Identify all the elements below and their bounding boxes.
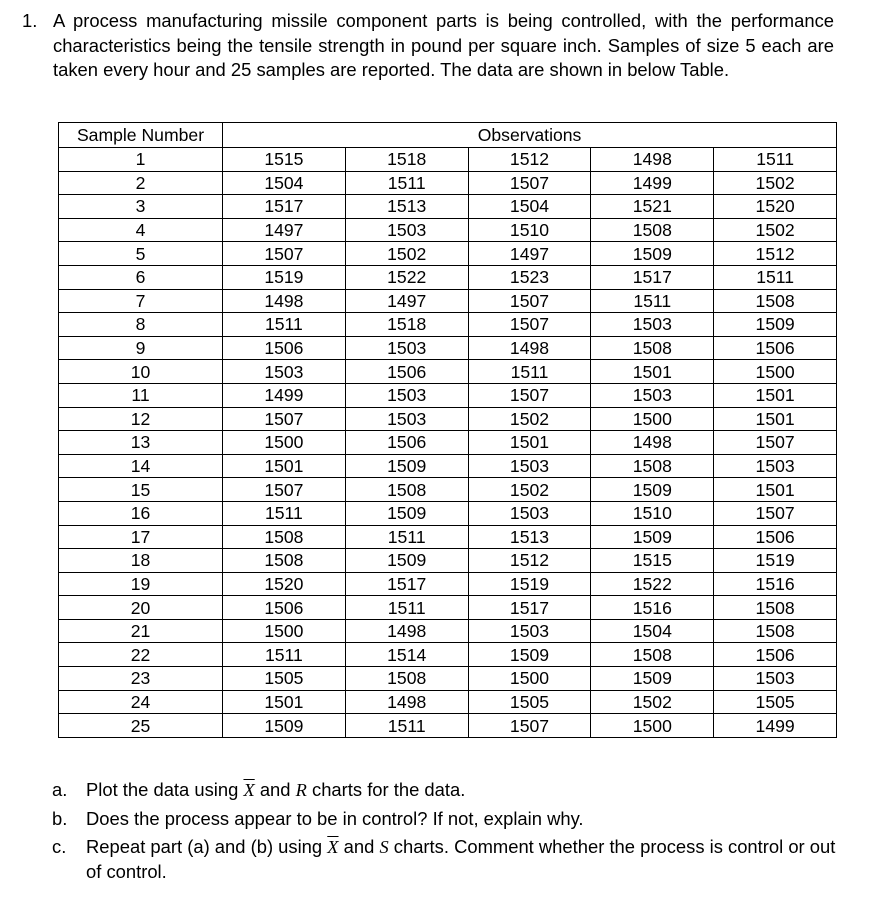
- observation-cell: 1511: [591, 289, 714, 313]
- observation-cell: 1517: [468, 596, 591, 620]
- observation-cell: 1511: [223, 643, 346, 667]
- observation-cell: 1498: [591, 431, 714, 455]
- observation-cell: 1504: [468, 195, 591, 219]
- table-row: [59, 690, 837, 714]
- question-c: [52, 835, 842, 884]
- sample-number-cell: 21: [59, 619, 223, 643]
- question-c-text-start: Repeat part (a) and (b) using: [86, 836, 323, 857]
- observation-cell: 1511: [345, 714, 468, 738]
- observation-cell: 1507: [468, 171, 591, 195]
- observation-cell: 1508: [714, 596, 837, 620]
- question-a: [52, 778, 842, 803]
- observation-cell: 1522: [345, 265, 468, 289]
- table-body: [59, 148, 837, 738]
- sample-number-cell: 18: [59, 549, 223, 573]
- observation-cell: 1503: [345, 336, 468, 360]
- observation-cell: 1523: [468, 265, 591, 289]
- observation-cell: 1506: [714, 643, 837, 667]
- observation-cell: 1508: [223, 549, 346, 573]
- sample-number-cell: 4: [59, 218, 223, 242]
- observation-cell: 1519: [468, 572, 591, 596]
- sample-number-cell: 19: [59, 572, 223, 596]
- observation-cell: 1498: [345, 690, 468, 714]
- observation-cell: 1511: [345, 171, 468, 195]
- observation-cell: 1509: [223, 714, 346, 738]
- question-b-label: b.: [52, 807, 68, 829]
- observation-cell: 1502: [714, 218, 837, 242]
- observation-cell: 1517: [223, 195, 346, 219]
- observation-cell: 1508: [591, 336, 714, 360]
- observation-cell: 1505: [468, 690, 591, 714]
- x-bar-symbol: $\overline{X}$: [327, 837, 339, 857]
- header-observations: Observations: [223, 123, 837, 148]
- sample-number-cell: 8: [59, 313, 223, 337]
- observation-cell: 1509: [468, 643, 591, 667]
- observation-cell: 1511: [223, 501, 346, 525]
- observation-cell: 1504: [223, 171, 346, 195]
- table-row: [59, 454, 837, 478]
- question-b-text: Does the process appear to be in control? If not, explain why.: [86, 807, 584, 829]
- observation-cell: 1513: [468, 525, 591, 549]
- observation-cell: 1509: [591, 242, 714, 266]
- table-row: [59, 218, 837, 242]
- observation-cell: 1520: [223, 572, 346, 596]
- table-row: [59, 643, 837, 667]
- observation-cell: 1507: [468, 383, 591, 407]
- observation-cell: 1500: [223, 431, 346, 455]
- table-row: [59, 148, 837, 172]
- table-row: [59, 596, 837, 620]
- observation-cell: 1511: [468, 360, 591, 384]
- observation-cell: 1506: [223, 336, 346, 360]
- observation-cell: 1502: [345, 242, 468, 266]
- observation-cell: 1506: [714, 336, 837, 360]
- observation-cell: 1506: [223, 596, 346, 620]
- x-bar-symbol: $\overline{X}$: [243, 780, 255, 800]
- sample-number-cell: 6: [59, 265, 223, 289]
- problem-number: 1.: [22, 10, 38, 31]
- sample-number-cell: 10: [59, 360, 223, 384]
- observation-cell: 1512: [714, 242, 837, 266]
- observation-cell: 1508: [223, 525, 346, 549]
- question-a-text-and: and: [259, 779, 291, 800]
- observation-cell: 1505: [714, 690, 837, 714]
- observation-cell: 1514: [345, 643, 468, 667]
- observation-cell: 1511: [714, 148, 837, 172]
- observation-cell: 1497: [223, 218, 346, 242]
- sample-number-cell: 1: [59, 148, 223, 172]
- observation-cell: 1501: [223, 690, 346, 714]
- table-row: [59, 549, 837, 573]
- observation-cell: 1509: [345, 549, 468, 573]
- observation-cell: 1500: [591, 714, 714, 738]
- sample-number-cell: 24: [59, 690, 223, 714]
- table-row: [59, 572, 837, 596]
- observation-cell: 1503: [714, 667, 837, 691]
- observation-cell: 1511: [223, 313, 346, 337]
- observation-cell: 1518: [345, 148, 468, 172]
- sample-number-cell: 25: [59, 714, 223, 738]
- observation-cell: 1512: [468, 148, 591, 172]
- observation-cell: 1507: [223, 407, 346, 431]
- s-symbol: S: [379, 837, 389, 857]
- observation-cell: 1503: [345, 218, 468, 242]
- observation-cell: 1506: [714, 525, 837, 549]
- observation-cell: 1521: [591, 195, 714, 219]
- observation-cell: 1510: [468, 218, 591, 242]
- table-row: [59, 431, 837, 455]
- observation-cell: 1509: [591, 525, 714, 549]
- table-header-row: [59, 123, 837, 148]
- observation-cell: 1498: [468, 336, 591, 360]
- observation-cell: 1503: [591, 383, 714, 407]
- observation-cell: 1506: [345, 360, 468, 384]
- observation-cell: 1508: [345, 667, 468, 691]
- table-row: [59, 195, 837, 219]
- observation-cell: 1503: [468, 619, 591, 643]
- observation-cell: 1520: [714, 195, 837, 219]
- sample-number-cell: 11: [59, 383, 223, 407]
- observation-cell: 1503: [345, 383, 468, 407]
- r-symbol: R: [295, 780, 307, 800]
- observation-cell: 1501: [223, 454, 346, 478]
- observation-cell: 1519: [223, 265, 346, 289]
- problem-statement: [22, 9, 834, 83]
- observation-cell: 1517: [591, 265, 714, 289]
- observation-cell: 1508: [591, 643, 714, 667]
- observation-cell: 1509: [345, 454, 468, 478]
- sample-number-cell: 23: [59, 667, 223, 691]
- table-row: [59, 714, 837, 738]
- observation-cell: 1519: [714, 549, 837, 573]
- question-a-text-end: charts for the data.: [312, 779, 466, 800]
- observation-cell: 1508: [714, 619, 837, 643]
- sample-number-cell: 7: [59, 289, 223, 313]
- table-row: [59, 360, 837, 384]
- table-row: [59, 667, 837, 691]
- observation-cell: 1502: [591, 690, 714, 714]
- observation-cell: 1501: [591, 360, 714, 384]
- table-row: [59, 313, 837, 337]
- table-row: [59, 501, 837, 525]
- observation-cell: 1511: [714, 265, 837, 289]
- sample-number-cell: 14: [59, 454, 223, 478]
- observation-cell: 1507: [223, 242, 346, 266]
- observation-cell: 1501: [714, 407, 837, 431]
- observation-cell: 1508: [345, 478, 468, 502]
- observation-cell: 1509: [345, 501, 468, 525]
- observation-cell: 1511: [345, 525, 468, 549]
- observation-cell: 1503: [223, 360, 346, 384]
- table-row: [59, 383, 837, 407]
- observation-cell: 1502: [714, 171, 837, 195]
- observation-cell: 1508: [714, 289, 837, 313]
- observation-cell: 1507: [468, 289, 591, 313]
- observation-cell: 1499: [714, 714, 837, 738]
- sample-number-cell: 22: [59, 643, 223, 667]
- observation-cell: 1507: [468, 714, 591, 738]
- observation-cell: 1498: [223, 289, 346, 313]
- observation-cell: 1500: [468, 667, 591, 691]
- table-row: [59, 242, 837, 266]
- observation-cell: 1506: [345, 431, 468, 455]
- observation-cell: 1516: [591, 596, 714, 620]
- observation-cell: 1504: [591, 619, 714, 643]
- observation-cell: 1509: [714, 313, 837, 337]
- observation-cell: 1518: [345, 313, 468, 337]
- table-row: [59, 525, 837, 549]
- observation-cell: 1507: [223, 478, 346, 502]
- sample-number-cell: 12: [59, 407, 223, 431]
- observation-cell: 1503: [468, 454, 591, 478]
- question-c-text-end: charts. Comment whether the process is control or out of control.: [86, 836, 836, 882]
- observation-cell: 1511: [345, 596, 468, 620]
- problem-text: A process manufacturing missile component parts is being controlled, with the performance characteristics being the tensile strength in pound per square inch. Samples of size 5 each are taken every hour and 25 samples are reported. The data are shown in below Table.: [53, 10, 834, 80]
- observation-cell: 1512: [468, 549, 591, 573]
- sample-number-cell: 5: [59, 242, 223, 266]
- observation-cell: 1505: [223, 667, 346, 691]
- observation-cell: 1503: [591, 313, 714, 337]
- question-list: [52, 778, 842, 888]
- observation-cell: 1501: [714, 383, 837, 407]
- sample-number-cell: 13: [59, 431, 223, 455]
- observation-cell: 1517: [345, 572, 468, 596]
- observation-cell: 1497: [345, 289, 468, 313]
- observation-cell: 1503: [714, 454, 837, 478]
- observation-cell: 1501: [714, 478, 837, 502]
- observation-cell: 1500: [714, 360, 837, 384]
- observation-cell: 1498: [591, 148, 714, 172]
- observation-cell: 1522: [591, 572, 714, 596]
- sample-number-cell: 9: [59, 336, 223, 360]
- sample-number-cell: 16: [59, 501, 223, 525]
- observation-cell: 1515: [591, 549, 714, 573]
- observation-cell: 1507: [714, 501, 837, 525]
- sample-number-cell: 17: [59, 525, 223, 549]
- observation-cell: 1501: [468, 431, 591, 455]
- question-c-text-and: and: [343, 836, 375, 857]
- question-b: [52, 807, 842, 832]
- observation-cell: 1502: [468, 407, 591, 431]
- observation-cell: 1513: [345, 195, 468, 219]
- sample-number-cell: 2: [59, 171, 223, 195]
- observation-cell: 1508: [591, 454, 714, 478]
- observation-cell: 1503: [345, 407, 468, 431]
- observation-cell: 1507: [468, 313, 591, 337]
- observation-cell: 1499: [223, 383, 346, 407]
- observation-cell: 1509: [591, 667, 714, 691]
- table-row: [59, 265, 837, 289]
- observation-cell: 1499: [591, 171, 714, 195]
- observation-cell: 1502: [468, 478, 591, 502]
- observation-cell: 1507: [714, 431, 837, 455]
- question-a-label: a.: [52, 779, 68, 800]
- observation-cell: 1516: [714, 572, 837, 596]
- observation-cell: 1503: [468, 501, 591, 525]
- observation-cell: 1510: [591, 501, 714, 525]
- table-row: [59, 289, 837, 313]
- observations-table: [58, 122, 837, 738]
- question-c-label: c.: [52, 836, 67, 857]
- observation-cell: 1508: [591, 218, 714, 242]
- table-row: [59, 336, 837, 360]
- observation-cell: 1509: [591, 478, 714, 502]
- observation-cell: 1515: [223, 148, 346, 172]
- table-row: [59, 407, 837, 431]
- observation-cell: 1497: [468, 242, 591, 266]
- observation-cell: 1500: [591, 407, 714, 431]
- header-sample-number: Sample Number: [59, 123, 223, 148]
- table-row: [59, 171, 837, 195]
- observation-cell: 1498: [345, 619, 468, 643]
- table-row: [59, 619, 837, 643]
- question-a-text-start: Plot the data using: [86, 779, 239, 800]
- sample-number-cell: 15: [59, 478, 223, 502]
- sample-number-cell: 3: [59, 195, 223, 219]
- table-row: [59, 478, 837, 502]
- observation-cell: 1500: [223, 619, 346, 643]
- sample-number-cell: 20: [59, 596, 223, 620]
